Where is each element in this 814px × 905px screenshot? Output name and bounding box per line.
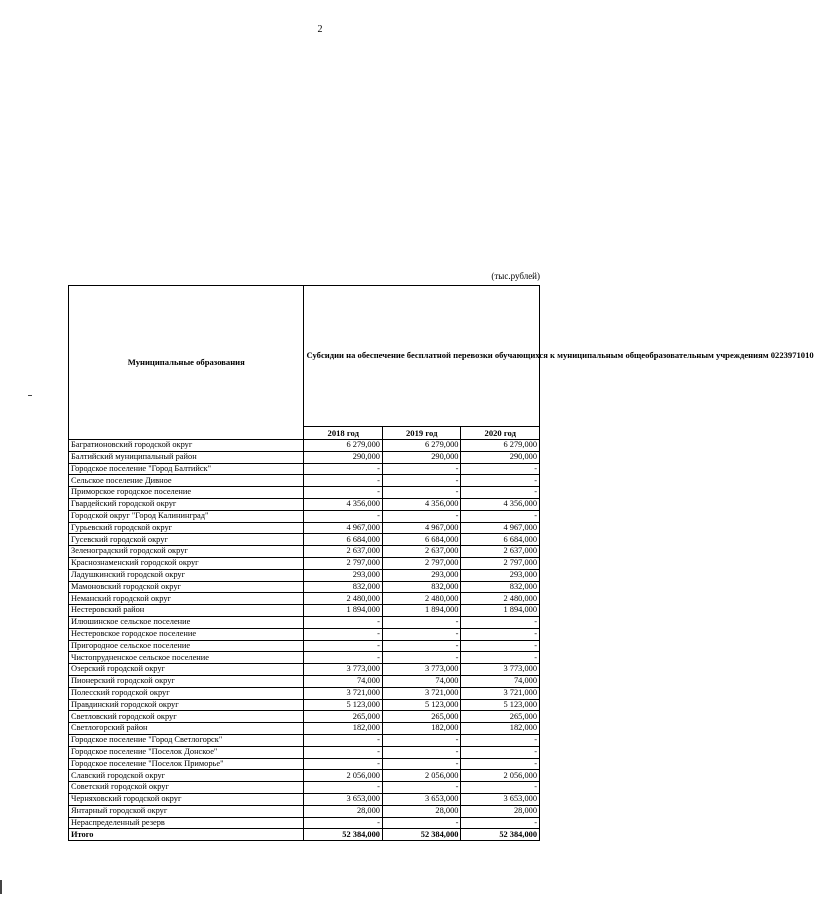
row-name: Багратионовский городской округ xyxy=(69,440,304,452)
value-2018: - xyxy=(304,817,382,829)
value-2019: - xyxy=(382,487,460,499)
value-2019: 74,000 xyxy=(382,675,460,687)
row-name: Правдинский городской округ xyxy=(69,699,304,711)
value-2019: 182,000 xyxy=(382,723,460,735)
row-name: Зеленоградский городской округ xyxy=(69,546,304,558)
value-2018: - xyxy=(304,475,382,487)
value-2020: - xyxy=(461,628,540,640)
table-row xyxy=(69,758,540,770)
table-row xyxy=(69,699,540,711)
value-2019: 3 721,000 xyxy=(382,687,460,699)
table-row xyxy=(69,522,540,534)
value-2020: - xyxy=(461,510,540,522)
value-2018: - xyxy=(304,782,382,794)
value-2018: 4 967,000 xyxy=(304,522,382,534)
total-label: Итого xyxy=(69,829,304,841)
page-number: 2 xyxy=(317,24,323,35)
value-2018: 2 797,000 xyxy=(304,557,382,569)
row-name: Янтарный городской округ xyxy=(69,805,304,817)
value-2020: - xyxy=(461,463,540,475)
value-2018: 3 773,000 xyxy=(304,664,382,676)
value-2020: 2 637,000 xyxy=(461,546,540,558)
row-name: Пригородное сельское поселение xyxy=(69,640,304,652)
value-2019: - xyxy=(382,734,460,746)
value-2020: 290,000 xyxy=(461,451,540,463)
value-2020: 3 721,000 xyxy=(461,687,540,699)
row-name: Озерский городской округ xyxy=(69,664,304,676)
row-name: Илюшинское сельское поселение xyxy=(69,616,304,628)
table-row xyxy=(69,817,540,829)
value-2018: 28,000 xyxy=(304,805,382,817)
row-name: Городское поселение "Город Балтийск" xyxy=(69,463,304,475)
row-name: Нестеровский район xyxy=(69,605,304,617)
value-2020: 293,000 xyxy=(461,569,540,581)
value-2019: - xyxy=(382,510,460,522)
value-2020: - xyxy=(461,782,540,794)
value-2020: 3 653,000 xyxy=(461,793,540,805)
row-name: Светловский городской округ xyxy=(69,711,304,723)
row-name: Сельское поселение Дивное xyxy=(69,475,304,487)
table-row xyxy=(69,793,540,805)
table-row xyxy=(69,805,540,817)
value-2019: 5 123,000 xyxy=(382,699,460,711)
row-name: Нестеровское городское поселение xyxy=(69,628,304,640)
value-2020: 265,000 xyxy=(461,711,540,723)
value-2018: - xyxy=(304,463,382,475)
header-subsidy-title: Субсидии на обеспечение бесплатной перевозки обучающихся к муниципальным общеобразовательным учреждениям 0223971010 xyxy=(304,286,540,427)
value-2018: - xyxy=(304,487,382,499)
value-2020: - xyxy=(461,817,540,829)
value-2020: 6 684,000 xyxy=(461,534,540,546)
value-2018: 293,000 xyxy=(304,569,382,581)
header-year-2018: 2018 год xyxy=(304,427,382,440)
table-row xyxy=(69,440,540,452)
value-2020: 1 894,000 xyxy=(461,605,540,617)
table-row xyxy=(69,664,540,676)
value-2019: 6 684,000 xyxy=(382,534,460,546)
table-row xyxy=(69,475,540,487)
value-2018: - xyxy=(304,652,382,664)
units-label: (тыс.рублей) xyxy=(491,271,540,281)
table-row xyxy=(69,593,540,605)
row-name: Городское поселение "Поселок Приморье" xyxy=(69,758,304,770)
value-2018: 4 356,000 xyxy=(304,498,382,510)
value-2020: 2 480,000 xyxy=(461,593,540,605)
value-2019: 2 056,000 xyxy=(382,770,460,782)
table-row xyxy=(69,687,540,699)
value-2019: 293,000 xyxy=(382,569,460,581)
row-name: Полесский городской округ xyxy=(69,687,304,699)
value-2020: - xyxy=(461,640,540,652)
row-name: Светлогорский район xyxy=(69,723,304,735)
table-row xyxy=(69,628,540,640)
total-2020: 52 384,000 xyxy=(461,829,540,841)
value-2019: 28,000 xyxy=(382,805,460,817)
row-name: Городской округ "Город Калининград" xyxy=(69,510,304,522)
subsidy-table xyxy=(68,285,814,841)
table-row xyxy=(69,557,540,569)
value-2019: - xyxy=(382,463,460,475)
table-row xyxy=(69,534,540,546)
row-name: Пионерский городской округ xyxy=(69,675,304,687)
value-2018: 2 480,000 xyxy=(304,593,382,605)
value-2018: 265,000 xyxy=(304,711,382,723)
value-2018: - xyxy=(304,758,382,770)
value-2019: - xyxy=(382,628,460,640)
value-2019: 6 279,000 xyxy=(382,440,460,452)
value-2018: - xyxy=(304,746,382,758)
row-name: Ладушкинский городской округ xyxy=(69,569,304,581)
scan-mark xyxy=(0,880,2,894)
value-2018: 3 721,000 xyxy=(304,687,382,699)
value-2019: 4 356,000 xyxy=(382,498,460,510)
table-row xyxy=(69,569,540,581)
row-name: Славский городской округ xyxy=(69,770,304,782)
value-2019: 2 797,000 xyxy=(382,557,460,569)
value-2020: 6 279,000 xyxy=(461,440,540,452)
value-2019: 1 894,000 xyxy=(382,605,460,617)
total-2019: 52 384,000 xyxy=(382,829,460,841)
header-year-2019: 2019 год xyxy=(382,427,460,440)
table-row xyxy=(69,734,540,746)
row-name: Гусевский городской округ xyxy=(69,534,304,546)
value-2019: - xyxy=(382,616,460,628)
table-body xyxy=(69,440,540,829)
table-row xyxy=(69,652,540,664)
table-row xyxy=(69,605,540,617)
row-name: Городское поселение "Город Светлогорск" xyxy=(69,734,304,746)
value-2019: - xyxy=(382,817,460,829)
value-2018: 5 123,000 xyxy=(304,699,382,711)
table-row xyxy=(69,510,540,522)
value-2019: 3 653,000 xyxy=(382,793,460,805)
table-row xyxy=(69,498,540,510)
value-2020: - xyxy=(461,487,540,499)
table-row xyxy=(69,711,540,723)
table-row xyxy=(69,746,540,758)
header-year-2020: 2020 год xyxy=(461,427,540,440)
value-2019: 3 773,000 xyxy=(382,664,460,676)
table-row xyxy=(69,581,540,593)
row-name: Советский городской округ xyxy=(69,782,304,794)
row-name: Неманский городской округ xyxy=(69,593,304,605)
value-2020: 28,000 xyxy=(461,805,540,817)
value-2020: 3 773,000 xyxy=(461,664,540,676)
value-2020: 2 797,000 xyxy=(461,557,540,569)
value-2018: 1 894,000 xyxy=(304,605,382,617)
value-2020: - xyxy=(461,475,540,487)
value-2018: 182,000 xyxy=(304,723,382,735)
value-2019: - xyxy=(382,782,460,794)
value-2019: 290,000 xyxy=(382,451,460,463)
value-2020: 2 056,000 xyxy=(461,770,540,782)
table-row xyxy=(69,487,540,499)
value-2019: - xyxy=(382,758,460,770)
total-2018: 52 384,000 xyxy=(304,829,382,841)
value-2020: 4 967,000 xyxy=(461,522,540,534)
value-2019: - xyxy=(382,475,460,487)
value-2018: - xyxy=(304,616,382,628)
table-row xyxy=(69,546,540,558)
row-name: Городское поселение "Поселок Донское" xyxy=(69,746,304,758)
row-name: Балтийский муниципальный район xyxy=(69,451,304,463)
value-2020: - xyxy=(461,758,540,770)
value-2019: 265,000 xyxy=(382,711,460,723)
table-row xyxy=(69,451,540,463)
value-2019: 832,000 xyxy=(382,581,460,593)
table-row xyxy=(69,723,540,735)
value-2018: - xyxy=(304,628,382,640)
value-2018: 2 637,000 xyxy=(304,546,382,558)
row-name: Гурьевский городской округ xyxy=(69,522,304,534)
value-2020: - xyxy=(461,652,540,664)
value-2020: 832,000 xyxy=(461,581,540,593)
value-2020: 5 123,000 xyxy=(461,699,540,711)
row-name: Гвардейский городской округ xyxy=(69,498,304,510)
table-row xyxy=(69,640,540,652)
value-2019: 4 967,000 xyxy=(382,522,460,534)
row-name: Нераспределенный резерв xyxy=(69,817,304,829)
value-2018: 6 279,000 xyxy=(304,440,382,452)
value-2019: - xyxy=(382,746,460,758)
header-municipalities: Муниципальные образования xyxy=(69,286,304,440)
value-2019: 2 480,000 xyxy=(382,593,460,605)
value-2020: - xyxy=(461,746,540,758)
table-row xyxy=(69,770,540,782)
value-2018: - xyxy=(304,510,382,522)
value-2020: - xyxy=(461,734,540,746)
row-name: Мамоновский городской округ xyxy=(69,581,304,593)
value-2019: 2 637,000 xyxy=(382,546,460,558)
value-2019: - xyxy=(382,652,460,664)
value-2018: 832,000 xyxy=(304,581,382,593)
row-name: Краснознаменский городской округ xyxy=(69,557,304,569)
scan-mark xyxy=(28,395,32,396)
value-2018: 6 684,000 xyxy=(304,534,382,546)
value-2020: 182,000 xyxy=(461,723,540,735)
value-2018: 2 056,000 xyxy=(304,770,382,782)
row-name: Приморское городское поселение xyxy=(69,487,304,499)
value-2018: 3 653,000 xyxy=(304,793,382,805)
row-name: Черняховский городской округ xyxy=(69,793,304,805)
table-row xyxy=(69,675,540,687)
value-2020: - xyxy=(461,616,540,628)
row-name: Чистопрудненское сельское поселение xyxy=(69,652,304,664)
table-row xyxy=(69,463,540,475)
total-row xyxy=(69,829,540,841)
value-2018: - xyxy=(304,734,382,746)
value-2018: - xyxy=(304,640,382,652)
table-row xyxy=(69,782,540,794)
value-2020: 4 356,000 xyxy=(461,498,540,510)
value-2020: 74,000 xyxy=(461,675,540,687)
value-2019: - xyxy=(382,640,460,652)
value-2018: 290,000 xyxy=(304,451,382,463)
table-row xyxy=(69,616,540,628)
value-2018: 74,000 xyxy=(304,675,382,687)
